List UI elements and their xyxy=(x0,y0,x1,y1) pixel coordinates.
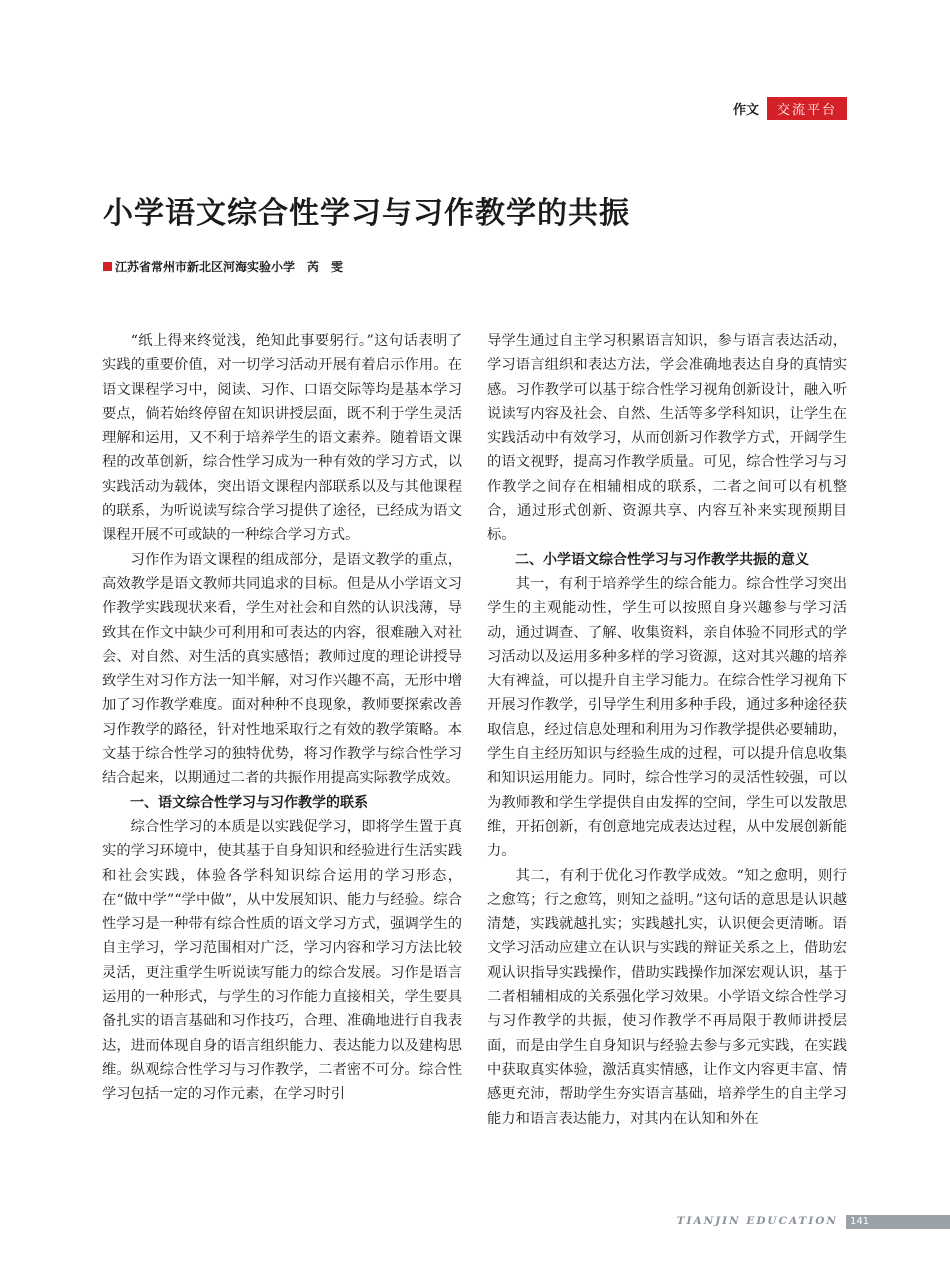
paragraph: 其二，有利于优化习作教学成效。“知之愈明，则行之愈笃；行之愈笃，则知之益明。”这句话的意思是认识越清楚，实践就越扎实；实践越扎实，认识便会更清晰。语文学习活动应建立在认识与实践的辩证关系之上，借助宏观认识指导实践操作，借助实践操作加深宏观认识，基于二者相辅相成的关系强化学习效果。小学语文综合性学习与习作教学的共振，使习作教学不再局限于教师讲授层面，而是由学生自身知识与经验去参与多元实践，在实践中获取真实体验，激活真实情感，让作文内容更丰富、情感更充沛，帮助学生夯实语言基础，培养学生的自主学习能力和语言表达能力，对其内在认知和外在 xyxy=(487,867,847,1127)
section-heading-1: 一、语文综合性学习与习作教学的联系 xyxy=(130,794,368,811)
paragraph: “纸上得来终觉浅，绝知此事要躬行。”这句话表明了实践的重要价值，对一切学习活动开展有着启示作用。在语文课程学习中，阅读、习作、口语交际等均是基本学习要点，倘若始终停留在知识讲授层面，既不利于学生灵活理解和运用，又不利于培养学生的语文素养。随着语文课程的改革创新，综合性学习成为一种有效的学习方式，以实践活动为载体，突出语文课程内部联系以及与其他课程的联系，为听说读写综合学习提供了途径，已经成为语文课程开展不可或缺的一种综合学习方式。 xyxy=(102,333,462,544)
paragraph: 导学生通过自主学习积累语言知识，参与语言表达活动，学习语言组织和表达方法，学会准确地表达自身的真情实感。习作教学可以基于综合性学习视角创新设计，融入听说读写内容及社会、自然、生活等多学科知识，让学生在实践活动中有效学习，从而创新习作教学方式，开阔学生的语文视野，提高习作教学质量。可见，综合性学习与习作教学之间存在相辅相成的联系，二者之间可以有机整合，通过形式创新、资源共享、内容互补来实现预期目标。 xyxy=(487,333,847,544)
article-title: 小学语文综合性学习与习作教学的共振 xyxy=(103,196,630,231)
page-footer xyxy=(0,1215,950,1229)
section-heading-2: 二、小学语文综合性学习与习作教学共振的意义 xyxy=(515,551,809,568)
paragraph: 习作作为语文课程的组成部分，是语文教学的重点，高效教学是语文教师共同追求的目标。但是从小学语文习作教学实践现状来看，学生对社会和自然的认识浅薄，导致其在作文中缺少可利用和可表达的内容，很难融入对社会、对自然、对生活的真实感悟；教师过度的理论讲授导致学生对习作方法一知半解，对习作兴趣不高，无形中增加了习作教学难度。面对种种不良现象，教师要探索改善习作教学的路径，针对性地采取行之有效的教学策略。本文基于综合性学习的独特优势，将习作教学与综合性学习结合起来，以期通过二者的共振作用提高实际教学成效。 xyxy=(102,551,462,787)
author-line xyxy=(103,258,343,275)
paragraph: 综合性学习的本质是以实践促学习，即将学生置于真实的学习环境中，使其基于自身知识和经验进行生活实践和社会实践，体验各学科知识综合运用的学习形态，在“做中学”“学中做”，从中发展知识、能力与经验。综合性学习是一种带有综合性质的语文学习方式，强调学生的自主学习，学习范围相对广泛，学习内容和学习方法比较灵活，更注重学生听说读写能力的综合发展。习作是语言运用的一种形式，与学生的习作能力直接相关，学生要具备扎实的语言基础和习作技巧，合理、准确地进行自我表达，进而体现自身的语言组织能力、表达能力以及建构思维。纵观综合性学习与习作教学，二者密不可分。综合性学习包括一定的习作元素，在学习时引 xyxy=(102,818,462,1103)
paragraph: 其一，有利于培养学生的综合能力。综合性学习突出学生的主观能动性，学生可以按照自身兴趣参与学习活动，通过调查、了解、收集资料，亲自体验不同形式的学习活动以及运用多种多样的学习资源，这对其兴趣的培养大有裨益，可以提升自主学习能力。在综合性学习视角下开展习作教学，引导学生利用多种手段，通过多种途径获取信息，经过信息处理和利用为习作教学提供必要辅助，学生自主经历知识与经验生成的过程，可以提升信息收集和知识运用能力。同时，综合性学习的灵活性较强，可以为教师教和学生学提供自由发挥的空间，学生可以发散思维，开拓创新，有创意地完成表达过程，从中发展创新能力。 xyxy=(487,575,847,860)
red-square-icon xyxy=(103,262,112,271)
right-column xyxy=(487,329,847,1131)
left-column xyxy=(102,329,462,1107)
section-header xyxy=(733,97,847,120)
author-text: 江苏省常州市新北区河海实验小学 芮 雯 xyxy=(115,260,344,274)
section-label: 作文 xyxy=(732,103,759,118)
journal-brand: TIANJIN EDUCATION xyxy=(676,1215,838,1227)
section-tag: 交流平台 xyxy=(767,97,847,120)
page-number: 141 xyxy=(846,1215,950,1229)
